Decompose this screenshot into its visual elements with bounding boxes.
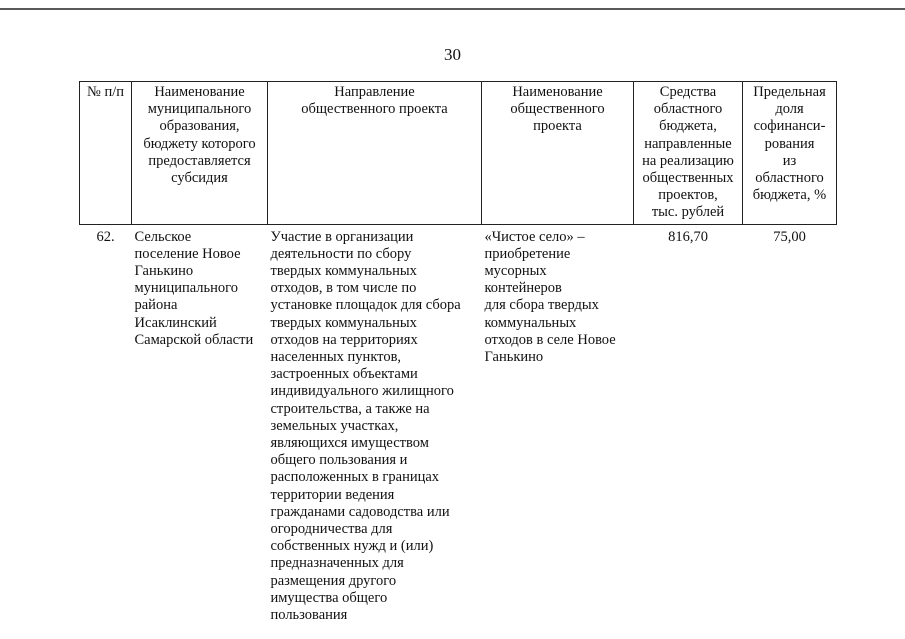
page-number: 30: [444, 45, 461, 64]
table-row: [80, 224, 837, 624]
subsidy-table: [79, 81, 837, 624]
header-number: № п/п: [80, 82, 132, 225]
header-share: Предельная доля софинанси- рования из областного бюджета, %: [743, 82, 837, 225]
row-share: 75,00: [773, 228, 806, 245]
header-funds: Средства областного бюджета, направленные на реализацию общественных проектов, тыс. рублей: [634, 82, 743, 225]
row-municipality: Сельское поселение Новое Ганькино муниципального района Исаклинский Самарской области: [134, 228, 254, 348]
row-project: «Чистое село» – приобретение мусорных контейнеров для сбора твердых коммунальных отходов в селе Новое Ганькино: [484, 228, 616, 366]
header-project: Наименование общественного проекта: [482, 82, 634, 225]
top-rule: [0, 8, 905, 10]
header-direction: Направление общественного проекта: [268, 82, 482, 225]
header-municipality: Наименование муниципального образования, бюджету которого предоставляется субсидия: [132, 82, 268, 225]
row-direction: Участие в организации деятельности по сбору твердых коммунальных отходов, в том числе по установке площадок для сбора твердых коммунальных отходов на территориях населенных пунктов, застроенных объектами индивидуального жилищного строительства, а также на земельных участках, являющихся имуществом общего пользования и расположенных в границах территории ведения гражданами садоводства или огородничества для собственных нужд и (или) предназначенных для размещения другого имущества общего пользования: [270, 228, 461, 624]
table-header-row: [80, 82, 837, 225]
row-number: 62.: [96, 228, 115, 245]
row-funds: 816,70: [668, 228, 708, 245]
